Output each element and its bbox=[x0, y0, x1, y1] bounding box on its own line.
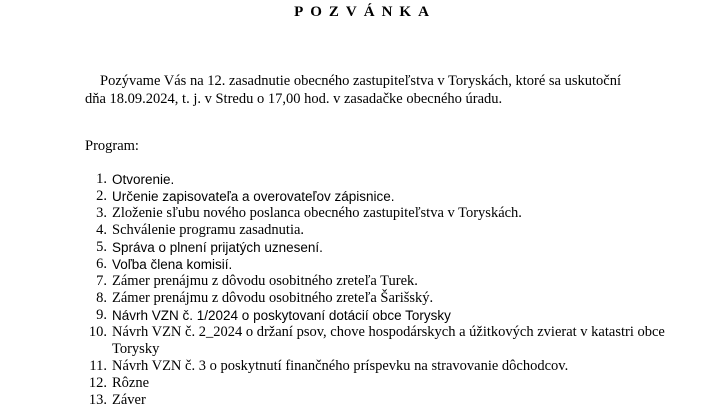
agenda-item-number: 11. bbox=[89, 358, 107, 374]
agenda-item-number: 10. bbox=[88, 324, 107, 340]
invitation-line-1: Pozývame Vás na 12. zasadnutie obecného zastupiteľstva v Toryskách, ktoré sa uskutoční bbox=[100, 73, 621, 89]
agenda-item-text: Zámer prenájmu z dôvodu osobitného zreteľa Turek. bbox=[112, 273, 418, 289]
agenda-item-number: 2. bbox=[96, 188, 107, 204]
agenda-item-number: 8. bbox=[96, 290, 107, 306]
agenda-item-text: Rôzne bbox=[112, 375, 150, 391]
agenda-item bbox=[85, 290, 695, 307]
agenda-item-text: Otvorenie. bbox=[112, 172, 175, 187]
agenda-item bbox=[85, 256, 695, 273]
agenda-item-number: 12. bbox=[88, 375, 107, 391]
agenda-item-text: Návrh VZN č. 1/2024 o poskytovaní dotácií obce Torysky bbox=[112, 308, 451, 323]
agenda-item bbox=[85, 375, 695, 392]
agenda-item-text: Správa o plnení prijatých uznesení. bbox=[112, 240, 323, 255]
agenda-item-text: Záver bbox=[112, 392, 146, 408]
agenda-item bbox=[85, 205, 695, 222]
program-label: Program: bbox=[85, 138, 139, 154]
agenda-item bbox=[85, 307, 695, 324]
agenda-item bbox=[85, 273, 695, 290]
agenda-item-number: 5. bbox=[96, 239, 107, 255]
agenda-item bbox=[85, 222, 695, 239]
agenda-item-text: Návrh VZN č. 2_2024 o držaní psov, chove hospodárskych a úžitkových zvierat v katastri obce Torysky bbox=[112, 324, 665, 357]
agenda-item-text: Zloženie sľubu nového poslanca obecného zastupiteľstva v Toryskách. bbox=[112, 205, 522, 221]
agenda-item-number: 6. bbox=[96, 256, 107, 272]
agenda-item bbox=[85, 392, 695, 409]
agenda-item-number: 3. bbox=[96, 205, 107, 221]
agenda-item-text: Návrh VZN č. 3 o poskytnutí finančného príspevku na stravovanie dôchodcov. bbox=[112, 358, 569, 374]
agenda-list bbox=[85, 171, 695, 409]
agenda-item bbox=[85, 324, 695, 358]
agenda-item-number: 9. bbox=[96, 307, 107, 323]
agenda-item bbox=[85, 188, 695, 205]
agenda-item-number: 13. bbox=[88, 392, 107, 408]
agenda-item-text: Zámer prenájmu z dôvodu osobitného zreteľa Šarišský. bbox=[112, 290, 434, 306]
agenda-item-number: 7. bbox=[96, 273, 107, 289]
agenda-item-number: 1. bbox=[96, 171, 107, 187]
agenda-item-number: 4. bbox=[96, 222, 107, 238]
agenda-item bbox=[85, 239, 695, 256]
agenda-item-text: Určenie zapisovateľa a overovateľov zápisnice. bbox=[112, 189, 395, 204]
agenda-item bbox=[85, 358, 695, 375]
agenda-item-text: Voľba člena komisií. bbox=[112, 257, 233, 272]
agenda-item-text: Schválenie programu zasadnutia. bbox=[112, 222, 305, 238]
agenda-item bbox=[85, 171, 695, 188]
invitation-line-2: dňa 18.09.2024, t. j. v Stredu o 17,00 hod. v zasadačke obecného úradu. bbox=[85, 91, 503, 107]
invitation-paragraph bbox=[85, 72, 685, 108]
document-title: POZVÁNKA bbox=[294, 4, 436, 20]
